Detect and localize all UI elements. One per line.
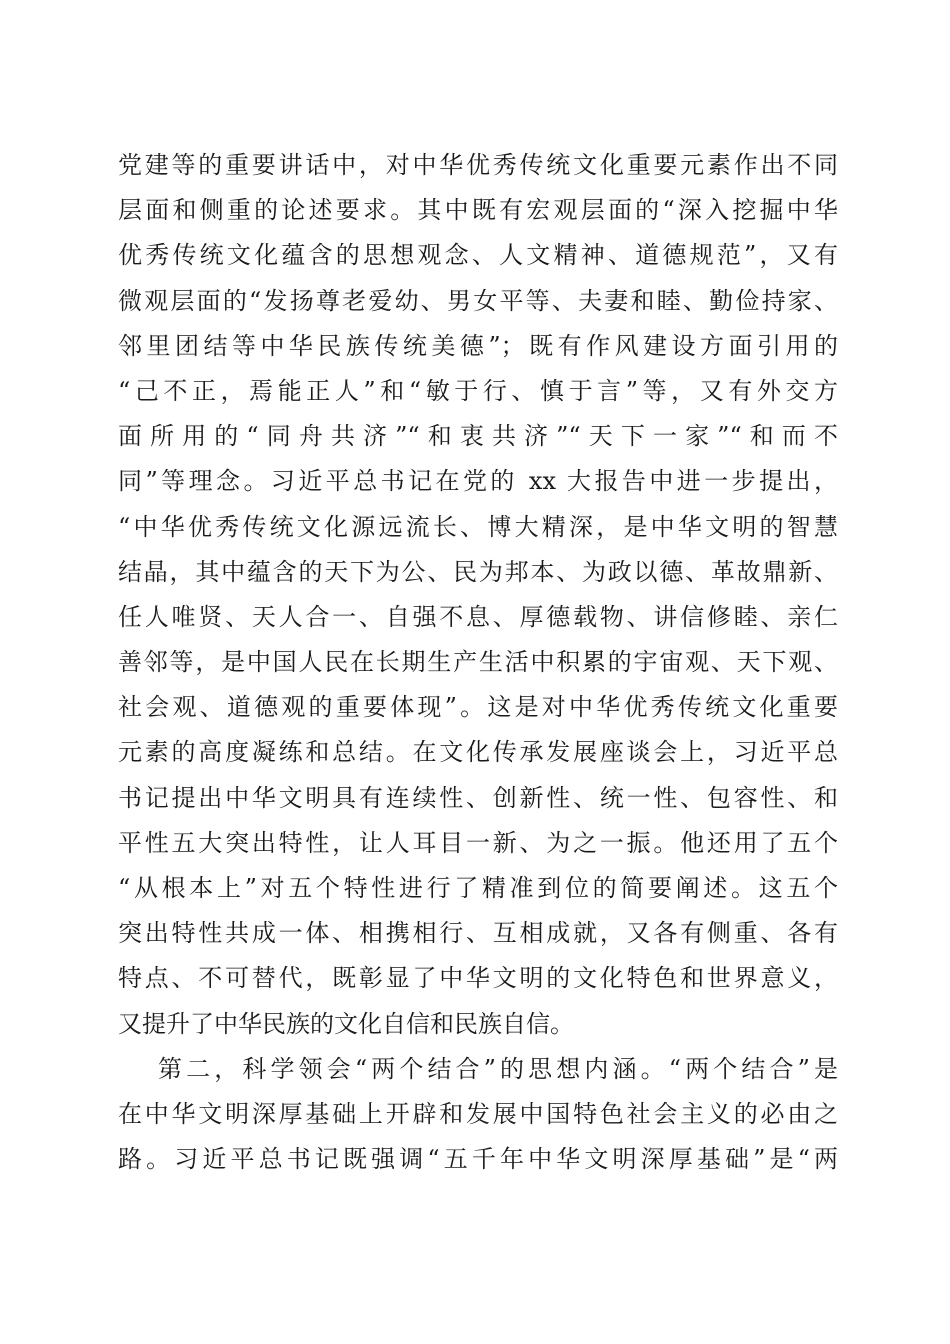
text-line: 党建等的重要讲话中，对中华优秀传统文化重要元素作出不同 bbox=[118, 151, 838, 179]
text-line: 层面和侧重的论述要求。其中既有宏观层面的“深入挖掘中华 bbox=[118, 196, 838, 225]
text-line: 平性五大突出特性，让人耳目一新、为之一振。他还用了五个 bbox=[118, 828, 838, 857]
paragraph-last-line: 又提升了中华民族的文化自信和民族自信。 bbox=[118, 1009, 574, 1038]
text-line: 面所用的“同舟共济”“和衷共济”“天下一家”“和而不 bbox=[118, 422, 838, 451]
text-line: 元素的高度凝练和总结。在文化传承发展座谈会上，习近平总 bbox=[118, 738, 838, 767]
text-line: 微观层面的“发扬尊老爱幼、男女平等、夫妻和睦、勤俭持家、 bbox=[118, 286, 838, 315]
text-line: “中华优秀传统文化源远流长、博大精深，是中华文明的智慧 bbox=[118, 512, 838, 541]
text-line: 突出特性共成一体、相携相行、互相成就，又各有侧重、各有 bbox=[118, 919, 838, 948]
paragraph-first-line: 第二，科学领会“两个结合”的思想内涵。“两个结合”是 bbox=[158, 1054, 838, 1083]
text-line: 路。习近平总书记既强调“五千年中华文明深厚基础”是“两 bbox=[118, 1145, 838, 1174]
text-line: “己不正，焉能正人”和“敏于行、慎于言”等，又有外交方 bbox=[118, 376, 838, 405]
text-line: 社会观、道德观的重要体现”。这是对中华优秀传统文化重要 bbox=[118, 693, 838, 722]
text-line: 任人唯贤、天人合一、自强不息、厚德载物、讲信修睦、亲仁 bbox=[118, 602, 838, 631]
text-line: 书记提出中华文明具有连续性、创新性、统一性、包容性、和 bbox=[118, 783, 838, 812]
text-line: 在中华文明深厚基础上开辟和发展中国特色社会主义的必由之 bbox=[118, 1099, 838, 1128]
text-line: “从根本上”对五个特性进行了精准到位的简要阐述。这五个 bbox=[118, 874, 838, 902]
text-line: 同”等理念。习近平总书记在党的 xx 大报告中进一步提出， bbox=[118, 467, 838, 496]
text-line: 特点、不可替代，既彰显了中华文明的文化特色和世界意义， bbox=[118, 964, 838, 993]
text-line: 善邻等，是中国人民在长期生产生活中积累的宇宙观、天下观、 bbox=[118, 648, 838, 677]
text-line: 邻里团结等中华民族传统美德”；既有作风建设方面引用的 bbox=[118, 331, 838, 360]
text-line: 优秀传统文化蕴含的思想观念、人文精神、道德规范”，又有 bbox=[118, 241, 838, 270]
body-text bbox=[118, 143, 838, 1182]
text-line: 结晶，其中蕴含的天下为公、民为邦本、为政以德、革故鼎新、 bbox=[118, 557, 838, 586]
